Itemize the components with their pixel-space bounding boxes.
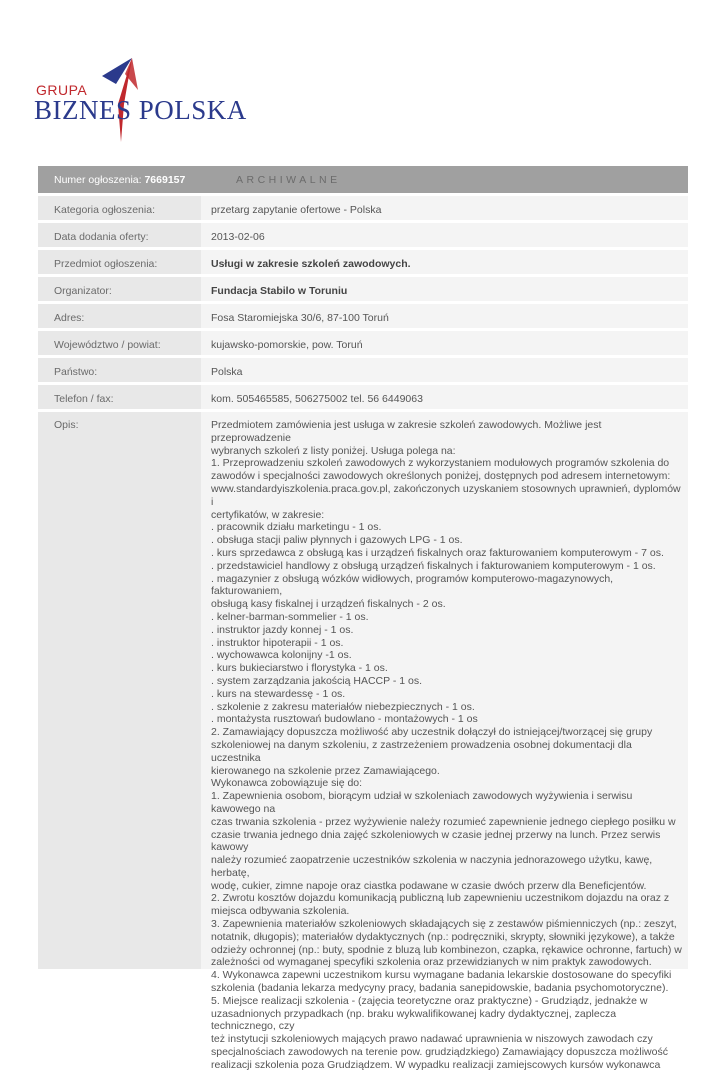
- archive-status: ARCHIWALNE: [236, 174, 341, 186]
- logo-grupa-text: GRUPA: [36, 82, 88, 98]
- row-opis: [38, 412, 688, 1071]
- row-value: przetarg zapytanie ofertowe - Polska: [201, 196, 688, 220]
- row-adres: [38, 304, 688, 331]
- listing-table: [38, 166, 688, 1071]
- row-label: Województwo / powiat:: [38, 331, 201, 355]
- logo: [34, 50, 247, 150]
- row-kategoria: [38, 196, 688, 223]
- row-label: Telefon / fax:: [38, 385, 201, 409]
- row-value: Usługi w zakresie szkoleń zawodowych.: [201, 250, 688, 274]
- row-value: 2013-02-06: [201, 223, 688, 247]
- row-label: Opis:: [38, 412, 201, 969]
- listing-header: [38, 166, 688, 193]
- row-value: Fundacja Stabilo w Toruniu: [201, 277, 688, 301]
- listing-number-value: 7669157: [144, 174, 186, 186]
- row-label: Państwo:: [38, 358, 201, 382]
- row-panstwo: [38, 358, 688, 385]
- row-label: Kategoria ogłoszenia:: [38, 196, 201, 220]
- logo-name-text: BIZNES POLSKA: [34, 95, 247, 125]
- row-przedmiot: [38, 250, 688, 277]
- row-organizator: [38, 277, 688, 304]
- row-value: Fosa Staromiejska 30/6, 87-100 Toruń: [201, 304, 688, 328]
- row-value: kom. 505465585, 506275002 tel. 56 6449063: [201, 385, 688, 409]
- row-label: Przedmiot ogłoszenia:: [38, 250, 201, 274]
- row-label: Data dodania oferty:: [38, 223, 201, 247]
- description-text: Przedmiotem zamówienia jest usługa w zakresie szkoleń zawodowych. Możliwe jest przeprowadzenie wybranych szkoleń z listy poniżej. Usługa polega na: 1. Przeprowadzeniu szkoleń zawodowych z wykorzystaniem modułowych programów szkolenia do zawodów i specjalności zawodowych określonych poniżej, dostępnych pod adresem internetowym: www.standardyiszkolenia.praca.gov.pl, zakończonych uzyskaniem stosownych uprawnień, dyplomów i certyfikatów, w zakresie: . pracownik działu marketingu - 1 os. . obsługa stacji paliw płynnych i gazowych LPG - 1 os. . kurs sprzedawca z obsługą kas i urządzeń fiskalnych oraz fakturowaniem komputerowym - 7 os. . przedstawiciel handlowy z obsługą urządzeń fiskalnych i fakturowaniem komputerowym - 1 os. . magazynier z obsługą wózków widłowych, programów komputerowo-magazynowych, fakturowaniem, obsługą kasy fiskalnej i urządzeń fiskalnych - 2 os. . kelner-barman-sommelier - 1 os. . instruktor jazdy konnej - 1 os. . instruktor hipoterapii - 1 os. . wychowawca kolonijny -1 os. . kurs bukieciarstwo i florystyka - 1 os. . system zarządzania jakością HACCP - 1 os. . kurs na stewardessę - 1 os. . szkolenie z zakresu materiałów niebezpiecznych - 1 os. . montażysta rusztowań budowlano - montażowych - 1 os 2. Zamawiający dopuszcza możliwość aby uczestnik dołączył do istniejącej/tworzącej się grupy szkoleniowej na danym szkoleniu, z zastrzeżeniem prowadzenia osobnej dokumentacji dla uczestnika kierowanego na szkolenie przez Zamawiającego. Wykonawca zobowiązuje się do: 1. Zapewnienia osobom, biorącym udział w szkoleniach zawodowych wyżywienia i serwisu kawowego na czas trwania szkolenia - przez wyżywienie należy rozumieć zapewnienie jednego ciepłego posiłku w czasie trwania jednego dnia zajęć szkoleniowych w czasie jednej przerwy na lunch. Przez serwis kawowy należy rozumieć zaopatrzenie uczestników szkolenia w naczynia jednorazowego użytku, kawę, herbatę, wodę, cukier, zimne napoje oraz ciastka podawane w czasie dwóch przerw dla Beneficjentów. 2. Zwrotu kosztów dojazdu komunikacją publiczną lub zapewnieniu uczestnikom dojazdu na oraz z miejsca odbywania szkolenia. 3. Zapewnienia materiałów szkoleniowych składających się z zestawów piśmienniczych (np.: zeszyt, notatnik, długopis); materiałów dydaktycznych (np.: podręczniki, skrypty, słowniki językowe), a także odzieży ochronnej (np.: buty, spodnie z bluzą lub kombinezon, czapka, rękawice ochronne, fartuch) w zależności od wymaganej specyfiki szkolenia oraz przewidzianych w nim praktyk zawodowych. 4. Wykonawca zapewni uczestnikom kursu wymagane badania lekarskie dostosowane do specyfiki szkolenia (badania lekarza medycyny pracy, badania sanepidowskie, badania psychomotoryczne). 5. Miejsce realizacji szkolenia - (zajęcia teoretyczne oraz praktyczne) - Grudziądz, jednakże w uzasadnionych przypadkach (np. braku wykwalifikowanej kadry dydaktycznej, zaplecza technicznego, czy też instytucji szkoleniowych mających prawo nadawać uprawnienia w niszowych zawodach czy specjalnościach zawodowych na terenie pow. grudziądzkiego) Zamawiający dopuszcza możliwość realizacji szkolenia poza Grudziądzem. W wypadku realizacji zamiejscowych kursów wykonawca: [201, 412, 688, 969]
- row-wojewodztwo: [38, 331, 688, 358]
- row-label: Adres:: [38, 304, 201, 328]
- listing-number: [38, 166, 201, 193]
- row-value: kujawsko-pomorskie, pow. Toruń: [201, 331, 688, 355]
- listing-number-label: Numer ogłoszenia:: [54, 174, 142, 186]
- row-data-dodania: [38, 223, 688, 250]
- row-telefon: [38, 385, 688, 412]
- row-value: Polska: [201, 358, 688, 382]
- row-label: Organizator:: [38, 277, 201, 301]
